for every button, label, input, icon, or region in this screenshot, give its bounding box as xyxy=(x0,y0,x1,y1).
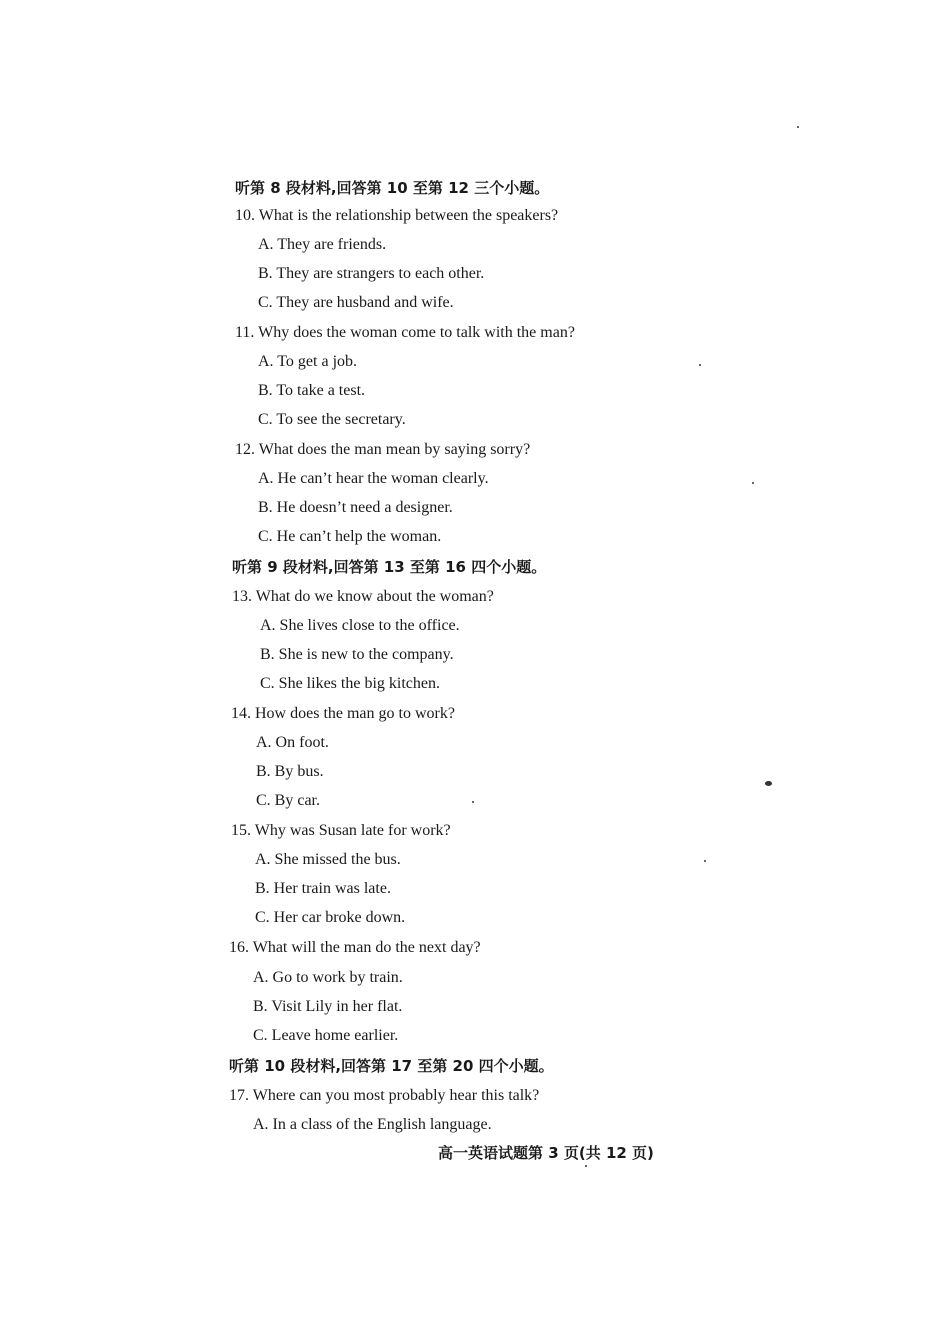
answer-option: A. To get a job. xyxy=(258,353,358,370)
question-text: 11. Why does the woman come to talk with the man? xyxy=(235,324,575,341)
page-footer: 高一英语试题第 3 页(共 12 页) xyxy=(438,1144,654,1162)
answer-option: A. He can’t hear the woman clearly. xyxy=(258,470,489,487)
answer-option: B. By bus. xyxy=(256,763,324,780)
question-text: 15. Why was Susan late for work? xyxy=(231,822,451,839)
answer-option: B. To take a test. xyxy=(258,382,366,399)
section-heading: 听第 10 段材料,回答第 17 至第 20 四个小题。 xyxy=(229,1057,554,1075)
answer-option: A. In a class of the English language. xyxy=(253,1116,492,1133)
question-text: 12. What does the man mean by saying sorry? xyxy=(235,441,531,458)
answer-option: C. Her car broke down. xyxy=(255,909,406,926)
answer-option: C. He can’t help the woman. xyxy=(258,528,442,545)
answer-option: A. She lives close to the office. xyxy=(260,617,460,634)
answer-option: A. On foot. xyxy=(256,734,329,751)
answer-option: A. Go to work by train. xyxy=(253,969,403,986)
section-heading: 听第 8 段材料,回答第 10 至第 12 三个小题。 xyxy=(235,179,550,197)
scan-speck xyxy=(585,1165,587,1167)
answer-option: B. He doesn’t need a designer. xyxy=(258,499,453,516)
answer-option: B. Her train was late. xyxy=(255,880,391,897)
answer-option: B. They are strangers to each other. xyxy=(258,265,485,282)
section-heading: 听第 9 段材料,回答第 13 至第 16 四个小题。 xyxy=(232,558,547,576)
scan-speck xyxy=(797,126,799,128)
answer-option: B. Visit Lily in her flat. xyxy=(253,998,403,1015)
question-text: 17. Where can you most probably hear this talk? xyxy=(229,1087,540,1104)
answer-option: C. Leave home earlier. xyxy=(253,1027,399,1044)
answer-option: A. She missed the bus. xyxy=(255,851,401,868)
answer-option: C. They are husband and wife. xyxy=(258,294,454,311)
scan-speck xyxy=(704,860,706,862)
scan-speck xyxy=(472,801,474,803)
question-text: 16. What will the man do the next day? xyxy=(229,939,481,956)
scan-speck xyxy=(752,482,754,484)
answer-option: C. She likes the big kitchen. xyxy=(260,675,440,692)
question-text: 10. What is the relationship between the speakers? xyxy=(235,207,559,224)
question-text: 13. What do we know about the woman? xyxy=(232,588,494,605)
answer-option: B. She is new to the company. xyxy=(260,646,454,663)
scan-speck xyxy=(699,364,701,366)
answer-option: C. By car. xyxy=(256,792,320,809)
answer-option: C. To see the secretary. xyxy=(258,411,406,428)
question-text: 14. How does the man go to work? xyxy=(231,705,455,722)
answer-option: A. They are friends. xyxy=(258,236,387,253)
scan-speck xyxy=(765,781,772,786)
